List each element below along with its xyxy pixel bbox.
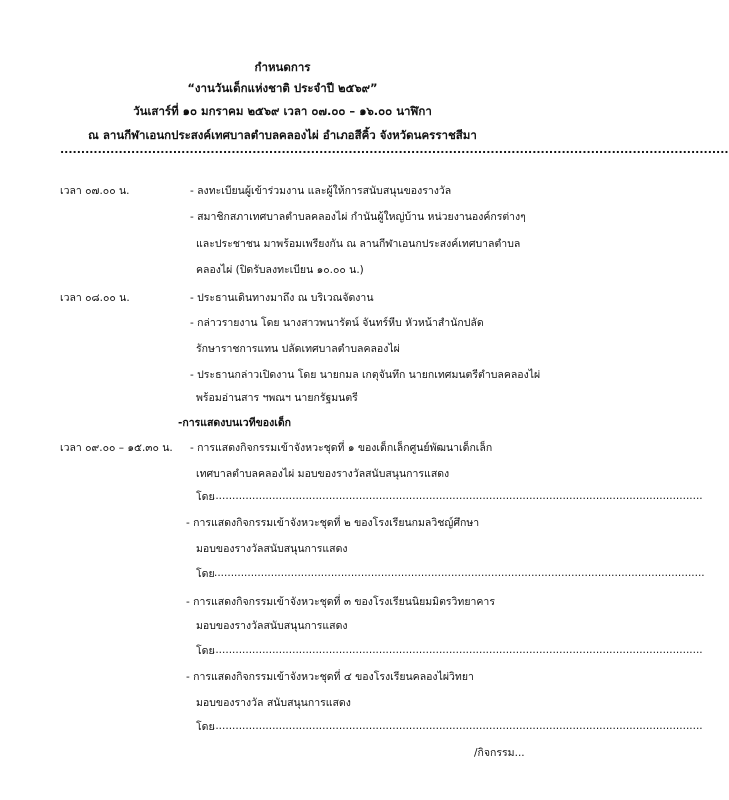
by-label: โดย bbox=[196, 491, 215, 503]
fill-in-blank: ................................................................................................................................................... bbox=[212, 490, 703, 502]
continued-marker: /กิจกรรม... bbox=[474, 747, 525, 759]
fill-in-blank: ................................................................................................................................................... bbox=[212, 644, 703, 656]
document-title: กำหนดการ bbox=[254, 60, 311, 74]
agenda-line: - ประธานเดินทางมาถึง ณ บริเวณจัดงาน bbox=[190, 292, 374, 304]
performance-line: มอบของรางวัลสนับสนุนการแสดง bbox=[196, 543, 348, 555]
agenda-line: - ประธานกล่าวเปิดงาน โดย นายกมล เกตุจันทึก นายกเทศมนตรีตำบลคลองไผ่ bbox=[190, 369, 541, 381]
time-0800: เวลา ๐๘.๐๐ น. bbox=[60, 292, 130, 304]
agenda-line: - สมาชิกสภาเทศบาลตำบลคลองไผ่ กำนันผู้ใหญ่บ้าน หน่วยงานองค์กรต่างๆ bbox=[190, 211, 526, 223]
by-label: โดย bbox=[196, 721, 215, 733]
agenda-line: - กล่าวรายงาน โดย นางสาวพนารัตน์ จันทร์หีบ หัวหน้าสำนักปลัด bbox=[190, 317, 484, 329]
agenda-line: คลองไผ่ (ปิดรับลงทะเบียน ๑๐.๐๐ น.) bbox=[196, 264, 364, 276]
by-label: โดย bbox=[196, 645, 215, 657]
time-0700: เวลา ๐๗.๐๐ น. bbox=[60, 185, 130, 197]
fill-in-blank: ................................................................................................................................................... bbox=[212, 720, 703, 732]
event-name: “งานวันเด็กแห่งชาติ ประจำปี ๒๕๖๙” bbox=[187, 81, 378, 95]
event-venue: ณ ลานกีฬาเอนกประสงค์เทศบาลตำบลคลองไผ่ อำเภอสีคิ้ว จังหวัดนครราชสีมา bbox=[88, 128, 477, 142]
performance-line: - การแสดงกิจกรรมเข้าจังหวะชุดที่ ๑ ของเด็กเล็กศูนย์พัฒนาเด็กเล็ก bbox=[190, 442, 493, 454]
agenda-line: พร้อมอ่านสาร ฯพณฯ นายกรัฐมนตรี bbox=[196, 392, 358, 404]
agenda-line: และประชาชน มาพร้อมเพรียงกัน ณ ลานกีฬาเอนกประสงค์เทศบาลตำบล bbox=[196, 238, 521, 250]
by-label: โดย bbox=[196, 568, 215, 580]
performance-line: มอบของรางวัล สนับสนุนการแสดง bbox=[196, 697, 351, 709]
performance-line: - การแสดงกิจกรรมเข้าจังหวะชุดที่ ๓ ของโรงเรียนนิยมมิตรวิทยาคาร bbox=[186, 596, 495, 608]
fill-in-blank: ................................................................................................................................................... bbox=[214, 567, 705, 579]
agenda-line: - ลงทะเบียนผู้เข้าร่วมงาน และผู้ให้การสนับสนุนของรางวัล bbox=[190, 185, 452, 197]
dotted-separator: ................................................................................................................................................................ bbox=[60, 143, 729, 156]
performance-line: เทศบาลตำบลคลองไผ่ มอบของรางวัลสนับสนุนการแสดง bbox=[196, 468, 450, 480]
agenda-line: รักษาราชการแทน ปลัดเทศบาลตำบลคลองไผ่ bbox=[196, 343, 400, 355]
event-date: วันเสาร์ที่ ๑๐ มกราคม ๒๕๖๙ เวลา ๐๗.๐๐ – ๑๖.๐๐ นาฬิกา bbox=[133, 104, 432, 118]
section-heading: -การแสดงบนเวทีของเด็ก bbox=[178, 417, 291, 429]
performance-line: - การแสดงกิจกรรมเข้าจังหวะชุดที่ ๔ ของโรงเรียนคลองไผ่วิทยา bbox=[186, 671, 474, 683]
time-performances: เวลา ๐๙.๐๐ – ๑๕.๓๐ น. bbox=[60, 442, 173, 454]
performance-line: - การแสดงกิจกรรมเข้าจังหวะชุดที่ ๒ ของโรงเรียนกมลวิชญ์ศึกษา bbox=[186, 517, 480, 529]
performance-line: มอบของรางวัลสนับสนุนการแสดง bbox=[196, 620, 348, 632]
